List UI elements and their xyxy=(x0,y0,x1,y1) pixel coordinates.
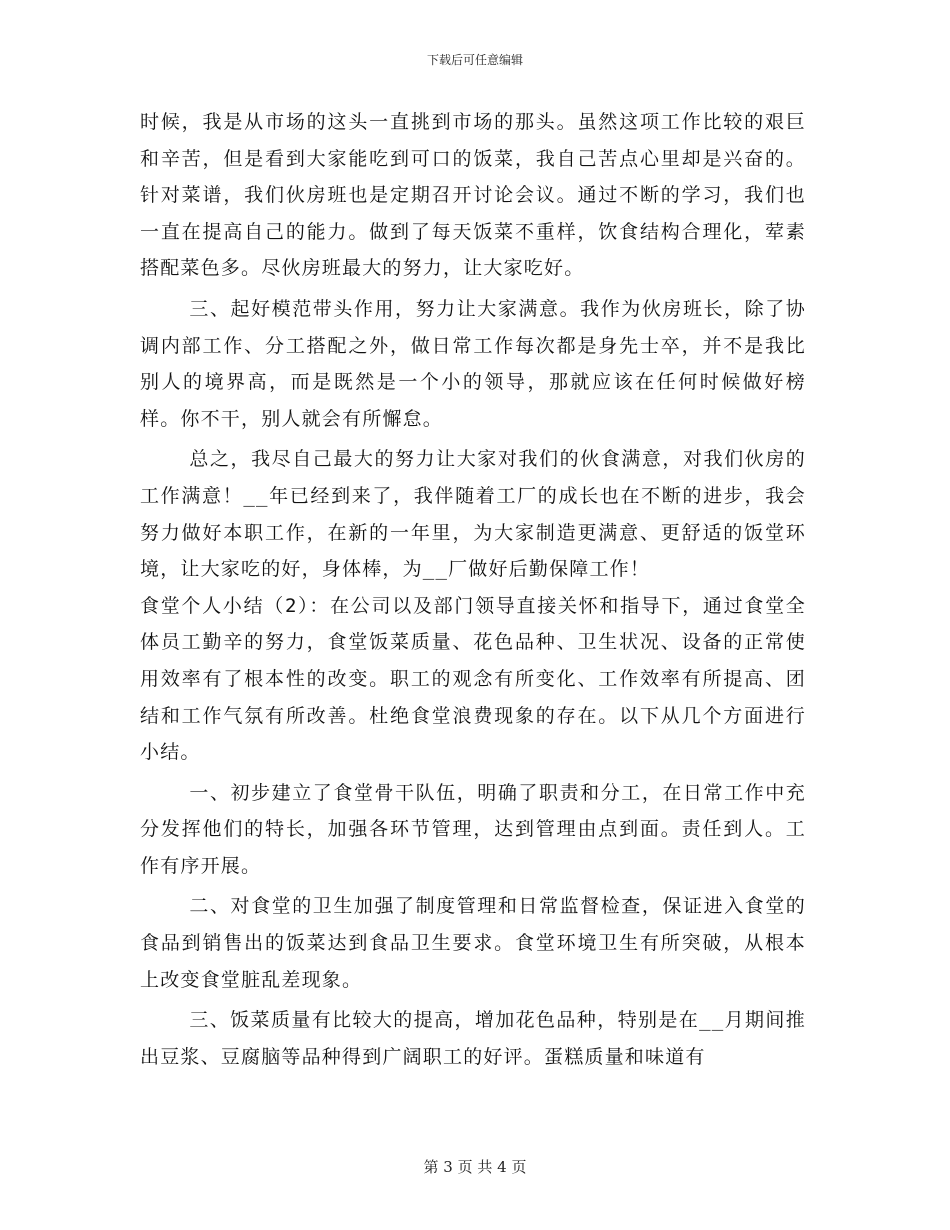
paragraph-summary-two-intro: 食堂个人小结（2）：在公司以及部门领导直接关怀和指导下，通过食堂全体员工勤辛的努力，食堂饭菜质量、花色品种、卫生状况、设备的正常使用效率有了根本性的改变。职工的观念有所变化、工作效率有所提高、团结和工作气氛有所改善。杜绝食堂浪费现象的存在。以下从几个方面进行小结。 xyxy=(140,594,806,764)
paragraph-point-one: 一、初步建立了食堂骨干队伍，明确了职责和分工，在日常工作中充分发挥他们的特长，加强各环节管理，达到管理由点到面。责任到人。工作有序开展。 xyxy=(140,781,806,877)
paragraph-point-three: 三、饭菜质量有比较大的提高，增加花色品种，特别是在__月期间推出豆浆、豆腐脑等品种得到广阔职工的好评。蛋糕质量和味道有 xyxy=(140,1009,806,1068)
paragraph-summary: 总之，我尽自己最大的努力让大家对我们的伙食满意，对我们伙房的工作满意！__年已经到来了，我伴随着工厂的成长也在不断的进步，我会努力做好本职工作，在新的一年里，为大家制造更满意、更舒适的饭堂环境，让大家吃的好，身体棒，为__厂做好后勤保障工作！ xyxy=(140,448,806,581)
paragraph-continuation: 时候，我是从市场的这头一直挑到市场的那头。虽然这项工作比较的艰巨和辛苦，但是看到大家能吃到可口的饭菜，我自己苦点心里却是兴奋的。针对菜谱，我们伙房班也是定期召开讨论会议。通过不断的学习，我们也一直在提高自己的能力。做到了每天饭菜不重样，饮食结构合理化，荤素搭配菜色多。尽伙房班最大的努力，让大家吃好。 xyxy=(140,111,806,280)
document-body xyxy=(140,104,806,1075)
page-header: 下载后可任意编辑 xyxy=(426,53,523,67)
page-number-footer: 第 3 页 共 4 页 xyxy=(423,1158,527,1176)
paragraph-point-two: 二、对食堂的卫生加强了制度管理和日常监督检查，保证进入食堂的食品到销售出的饭菜达到食品卫生要求。食堂环境卫生有所突破，从根本上改变食堂脏乱差现象。 xyxy=(140,895,806,991)
paragraph-section-three-role-model: 三、起好模范带头作用，努力让大家满意。我作为伙房班长，除了协调内部工作、分工搭配之外，做日常工作每次都是身先士卒，并不是我比别人的境界高，而是既然是一个小的领导，那就应该在任何时候做好榜样。你不干，别人就会有所懈怠。 xyxy=(140,297,806,430)
